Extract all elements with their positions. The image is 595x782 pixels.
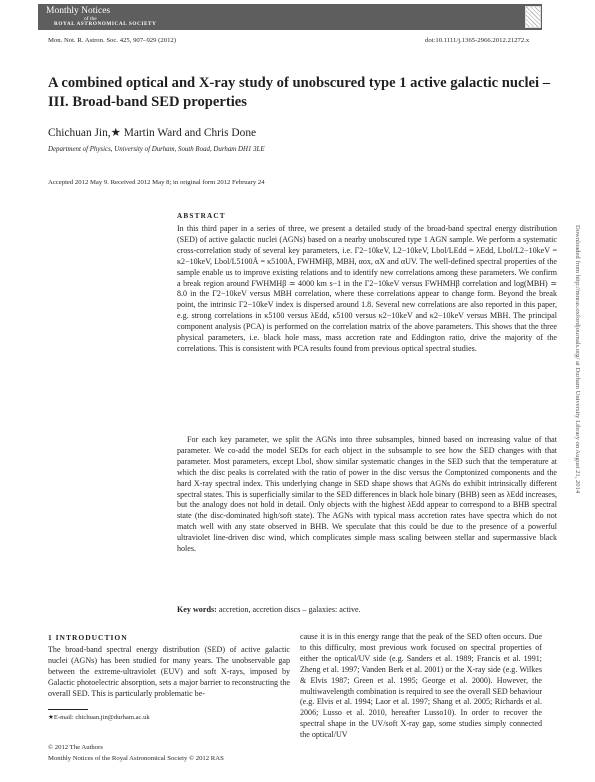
download-watermark: Downloaded from http://mnras.oxfordjournals.org/ at Durham University Library on August 21, 2014 — [574, 225, 581, 494]
citation: Mon. Not. R. Astron. Soc. 425, 907–929 (2012) — [48, 37, 176, 44]
authors: Chichuan Jin,★ Martin Ward and Chris Done — [48, 127, 257, 139]
society-crest-icon — [525, 6, 541, 28]
intro-right-column: cause it is in this energy range that the peak of the SED often occurs. Due to this difficulty, most previous work focused on spectral properties of either the optical/UV side (e.g. Sanders et al. 1989; Francis et al. 1991; Zheng et al. 1997; Vanden Berk et al. 2001) or the X-ray side (e.g. Wilkes & Elvis 1987; Green et al. 1995; George et al. 2000). However, the multiwavelength combination is required to see the overall SED behaviour (e.g. Elvis et al. 1994; Laor et al. 1997; Shang et al. 2005; Richards et al. 2006; Lusso et al. 2010, hereafter Lusso10). In order to recover the spectral shape in the UV/soft X-ray gap, some studies simply connected the optical/UV — [300, 632, 542, 740]
footnote-divider — [48, 709, 88, 710]
author-email-footnote: ★E-mail: chichuan.jin@durham.ac.uk — [48, 714, 150, 721]
abstract-paragraph-2: For each key parameter, we split the AGNs into three subsamples, binned based on increasing value of that parameter. We co-add the model SEDs for each object in the subsample to see how the SED changes with that parameter. Most parameters, except Lbol, show similar systematic changes in the SED such that the temperature at which the disc peaks is correlated with the ratio of power in the disc versus the Comptonized components and the hard X-ray spectral index. This underlying change in SED shape shows that AGNs do exhibit intrinsically different spectral states. This is superficially similar to the SED differences in black hole binary (BHB) seen as λEdd increases, but the analogy does not hold in detail. Only objects with the highest λEdd appear to correspond to a BHB spectral state (the disc-dominated high/soft state). The AGNs with typical mass accretion rates have spectra which do not match well with any state observed in BHB. We speculate that this could be due to the presence of a powerful ultraviolet line-driven disc wind, which complicates simple mass scaling between stellar and supermassive black holes. — [177, 435, 557, 554]
affiliation: Department of Physics, University of Durham, South Road, Durham DH1 3LE — [48, 146, 265, 153]
doi-link[interactable]: doi:10.1111/j.1365-2966.2012.21272.x — [425, 37, 530, 44]
copyright-line-2: Monthly Notices of the Royal Astronomical Society © 2012 RAS — [48, 755, 224, 762]
keywords-label: Key words: — [177, 605, 217, 614]
journal-of-label: of the — [84, 16, 97, 22]
journal-name: Monthly Notices — [46, 6, 111, 16]
copyright-line-1: © 2012 The Authors — [48, 744, 103, 751]
publication-dates: Accepted 2012 May 9. Received 2012 May 8; in original form 2012 February 24 — [48, 179, 265, 186]
article-title: A combined optical and X-ray study of unobscured type 1 active galactic nuclei – III. Broad-band SED properties — [48, 75, 551, 110]
abstract-paragraph-1: In this third paper in a series of three, we present a detailed study of the broad-band spectral energy distribution (SED) of active galactic nuclei (AGNs) based on a nearby unobscured type 1 AGN sample. We perform a systematic cross-correlation study of several key parameters, i.e. Γ2−10keV, L2−10keV, Lbol/LEdd = λEdd, Lbol/L2−10keV = κ2−10keV, Lbol/L5100Å = κ5100Å, FWHMHβ, MBH, αox, αX and αUV. The well-defined spectral properties of the sample enable us to improve existing relations and to identify new correlations among these parameters. We confirm a break region around FWHMHβ ≃ 4000 km s−1 in the Γ2−10keV versus FWHMHβ correlation and log(MBH) ≃ 8.0 in the Γ2−10keV versus MBH correlation, where these correlations appear to change form. Beyond the break point, the intrinsic Γ2−10keV index is dispersed around 1.8. Several new correlations are also reported in this paper, e.g. strong correlations in κ5100 versus λEdd, κ5100 versus κ2−10keV and κ2−10keV versus MBH. The principal component analysis (PCA) is performed on the correlation matrix of the above parameters. This shows that the three physical parameters, i.e. black hole mass, mass accretion rate and Eddington ratio, drive the majority of the correlations. This is consistent with PCA results found from previous optical spectral studies. — [177, 224, 557, 353]
keywords-text: accretion, accretion discs – galaxies: active. — [218, 605, 361, 614]
abstract-heading: ABSTRACT — [177, 212, 226, 220]
intro-left-column: The broad-band spectral energy distribution (SED) of active galactic nuclei (AGNs) has been studied for many years. The unobservable gap between the extreme-ultraviolet (EUV) and soft X-rays, imposed by Galactic photoelectric absorption, sets a major barrier to reconstructing the overall SED. This is particularly problematic be- — [48, 645, 290, 698]
journal-society: ROYAL ASTRONOMICAL SOCIETY — [54, 21, 157, 27]
keywords — [177, 605, 361, 614]
section-heading-introduction: 1 INTRODUCTION — [48, 633, 128, 642]
